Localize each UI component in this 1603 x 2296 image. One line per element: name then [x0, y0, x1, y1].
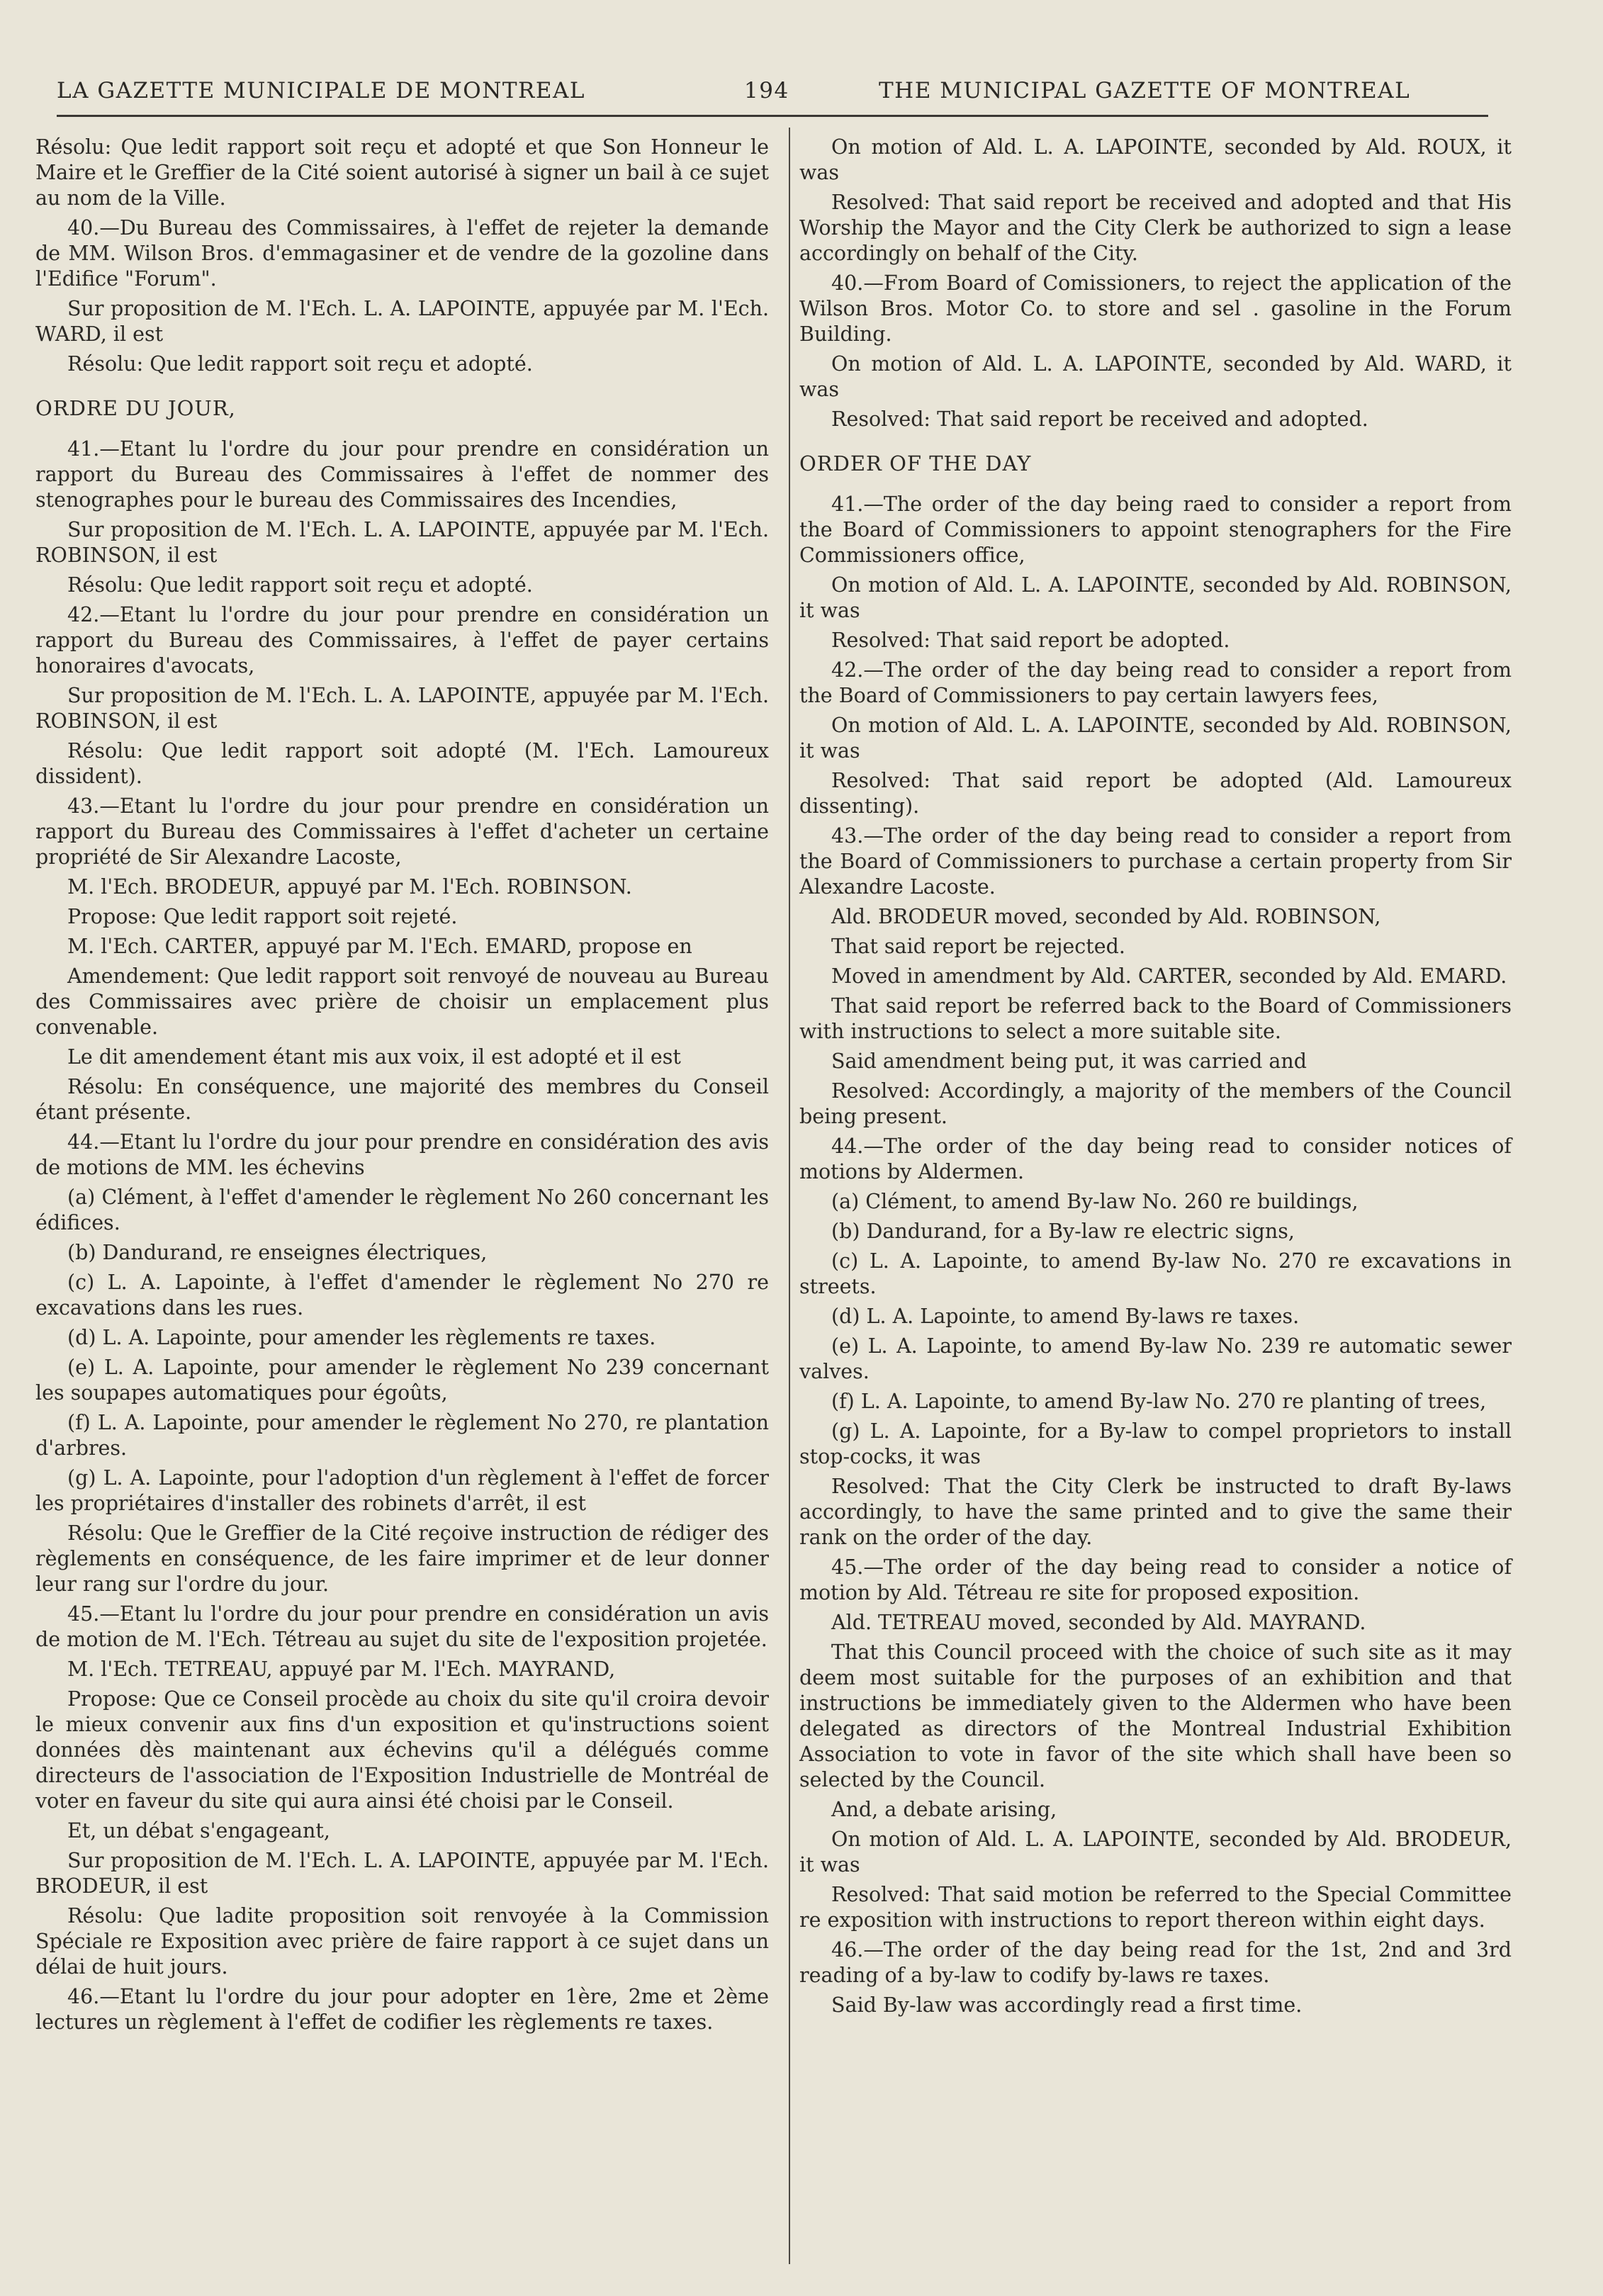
- paragraph: That this Council proceed with the choice of such site as it may deem most suitable for the purposes of an exhibition and that instructions be immediately given to the Aldermen who have been delegated as directors of the Montreal Industrial Exhibition Association to vote in favor of the site which shall have been so selected by the Council.: [799, 1641, 1512, 1791]
- paragraph: That said report be rejected.: [831, 935, 1125, 958]
- paragraph: 41.—Etant lu l'ordre du jour pour prendre en considération un rapport du Bureau des Commissaires à l'effet de nommer des stenographes pour le bureau des Commissaires des Incendies,: [35, 437, 769, 512]
- paragraph: (g) L. A. Lapointe, for a By-law to compel proprietors to install stop-cocks, it was: [799, 1419, 1512, 1468]
- paragraph: Le dit amendement étant mis aux voix, il est adopté et il est: [67, 1045, 681, 1069]
- paragraph: Resolved: That said report be received and adopted and that His Worship the Mayor and the City Clerk be authorized to sign a lease accordingly on behalf of the City.: [799, 191, 1512, 265]
- paragraph: 44.—Etant lu l'ordre du jour pour prendre en considération des avis de motions de MM. les échevins: [35, 1130, 769, 1179]
- paragraph: Sur proposition de M. l'Ech. L. A. LAPOINTE, appuyée par M. l'Ech. WARD, il est: [35, 297, 769, 346]
- paragraph: On motion of Ald. L. A. LAPOINTE, seconded by Ald. ROUX, it was: [799, 135, 1512, 184]
- english-column: [799, 135, 1512, 2261]
- paragraph: On motion of Ald. L. A. LAPOINTE, seconded by Ald. WARD, it was: [799, 352, 1512, 401]
- paragraph: (c) L. A. Lapointe, à l'effet d'amender le règlement No 270 re excavations dans les rues.: [35, 1271, 769, 1319]
- paragraph: Said amendment being put, it was carried and: [831, 1049, 1307, 1073]
- paragraph: Résolu: Que ledit rapport soit reçu et adopté et que Son Honneur le Maire et le Greffier de la Cité soient autorisé à signer un bail à ce sujet au nom de la Ville.: [35, 135, 769, 210]
- paragraph: 43.—Etant lu l'ordre du jour pour prendre en considération un rapport du Bureau des Commissaires à l'effet d'acheter un certaine propriété de Sir Alexandre Lacoste,: [35, 794, 769, 869]
- paragraph: (c) L. A. Lapointe, to amend By-law No. 270 re excavations in streets.: [799, 1249, 1512, 1298]
- paragraph: Propose: Que ledit rapport soit rejeté.: [67, 905, 458, 928]
- header-french-title: LA GAZETTE MUNICIPALE DE MONTREAL: [57, 78, 585, 103]
- paragraph: 44.—The order of the day being read to consider notices of motions by Aldermen.: [799, 1135, 1512, 1183]
- paragraph: 43.—The order of the day being read to consider a report from the Board of Commissioners to purchase a certain property from Sir Alexandre Lacoste.: [799, 824, 1512, 899]
- paragraph: Resolved: That said motion be referred to the Special Committee re exposition with instructions to report thereon within eight days.: [799, 1883, 1512, 1932]
- paragraph: On motion of Ald. L. A. LAPOINTE, seconded by Ald. ROBINSON, it was: [799, 714, 1512, 762]
- paragraph: 42.—The order of the day being read to consider a report from the Board of Commissioners to pay certain lawyers fees,: [799, 658, 1512, 707]
- paragraph: Résolu: Que ledit rapport soit reçu et adopté.: [67, 573, 533, 597]
- paragraph: (b) Dandurand, for a By-law re electric signs,: [831, 1220, 1295, 1243]
- paragraph: Amendement: Que ledit rapport soit renvoyé de nouveau au Bureau des Commissaires avec prière de choisir un emplacement plus convenable.: [35, 964, 769, 1039]
- paragraph: Ald. TETREAU moved, seconded by Ald. MAYRAND.: [831, 1611, 1366, 1634]
- paragraph: Resolved: That the City Clerk be instructed to draft By-laws accordingly, to have the same printed and to give the same their rank on the order of the day.: [799, 1475, 1512, 1549]
- paragraph: Résolu: En conséquence, une majorité des membres du Conseil étant présente.: [35, 1075, 769, 1124]
- page-header: [57, 78, 1474, 113]
- paragraph: Resolved: Accordingly, a majority of the members of the Council being present.: [799, 1079, 1512, 1128]
- header-english-title: THE MUNICIPAL GAZETTE OF MONTREAL: [879, 78, 1411, 103]
- paragraph: That said report be referred back to the Board of Commissioners with instructions to select a more suitable site.: [799, 994, 1512, 1043]
- paragraph: M. l'Ech. CARTER, appuyé par M. l'Ech. EMARD, propose en: [67, 935, 692, 958]
- paragraph: Résolu: Que le Greffier de la Cité reçoive instruction de rédiger des règlements en conséquence, de les faire imprimer et de leur donner leur rang sur l'ordre du jour.: [35, 1521, 769, 1596]
- paragraph: And, a debate arising,: [831, 1798, 1057, 1821]
- paragraph: Propose: Que ce Conseil procède au choix du site qu'il croira devoir le mieux convenir aux fins d'un exposition et qu'instructions soient données dès maintenant aux échevins qu'il a délégués comme directeurs de l'association de l'Exposition Industrielle de Montréal de voter en faveur du site qui aura ainsi été choisi par le Conseil.: [35, 1687, 769, 1813]
- paragraph: Et, un débat s'engageant,: [67, 1819, 330, 1842]
- paragraph: (d) L. A. Lapointe, to amend By-laws re taxes.: [831, 1305, 1300, 1328]
- paragraph: (e) L. A. Lapointe, to amend By-law No. 239 re automatic sewer valves.: [799, 1334, 1512, 1383]
- paragraph: 42.—Etant lu l'ordre du jour pour prendre en considération un rapport du Bureau des Commissaires, à l'effet de payer certains honoraires d'avocats,: [35, 603, 769, 677]
- page-number: 194: [744, 78, 789, 103]
- paragraph: Résolu: Que ladite proposition soit renvoyée à la Commission Spéciale re Exposition avec prière de faire rapport à ce sujet dans un délai de huit jours.: [35, 1904, 769, 1979]
- paragraph: On motion of Ald. L. A. LAPOINTE, seconded by Ald. ROBINSON, it was: [799, 573, 1512, 622]
- paragraph: 46.—Etant lu l'ordre du jour pour adopter en 1ère, 2me et 2ème lectures un règlement à l'effet de codifier les règlements re taxes.: [35, 1985, 769, 2034]
- paragraph: Resolved: That said report be adopted.: [831, 629, 1230, 652]
- paragraph: 40.—Du Bureau des Commissaires, à l'effet de rejeter la demande de MM. Wilson Bros. d'emmagasiner et de vendre de la gozoline dans l'Edifice "Forum".: [35, 216, 769, 291]
- french-column: [35, 135, 769, 2261]
- header-rule: [57, 115, 1488, 117]
- paragraph: Résolu: Que ledit rapport soit adopté (M. l'Ech. Lamoureux dissident).: [35, 739, 769, 788]
- paragraph: Sur proposition de M. l'Ech. L. A. LAPOINTE, appuyée par M. l'Ech. ROBINSON, il est: [35, 684, 769, 733]
- paragraph: Resolved: That said report be adopted (Ald. Lamoureux dissenting).: [799, 769, 1512, 818]
- paragraph: Résolu: Que ledit rapport soit reçu et adopté.: [67, 352, 533, 376]
- paragraph: 45.—The order of the day being read to consider a notice of motion by Ald. Tétreau re site for proposed exposition.: [799, 1555, 1512, 1604]
- paragraph: (a) Clément, to amend By-law No. 260 re buildings,: [831, 1190, 1359, 1213]
- paragraph: Moved in amendment by Ald. CARTER, seconded by Ald. EMARD.: [831, 964, 1507, 988]
- paragraph: (f) L. A. Lapointe, pour amender le règlement No 270, re plantation d'arbres.: [35, 1411, 769, 1460]
- paragraph: Resolved: That said report be received and adopted.: [831, 407, 1368, 431]
- paragraph: Ald. BRODEUR moved, seconded by Ald. ROBINSON,: [831, 905, 1381, 928]
- paragraph: (b) Dandurand, re enseignes électriques,: [67, 1241, 488, 1264]
- section-heading: ORDER OF THE DAY: [799, 451, 1032, 475]
- paragraph: (e) L. A. Lapointe, pour amender le règlement No 239 concernant les soupapes automatiques pour égoûts,: [35, 1356, 769, 1405]
- paragraph: Sur proposition de M. l'Ech. L. A. LAPOINTE, appuyée par M. l'Ech. BRODEUR, il est: [35, 1849, 769, 1898]
- section-heading: ORDRE DU JOUR,: [35, 396, 236, 420]
- paragraph: Sur proposition de M. l'Ech. L. A. LAPOINTE, appuyée par M. l'Ech. ROBINSON, il est: [35, 518, 769, 567]
- paragraph: 41.—The order of the day being raed to consider a report from the Board of Commissioners to appoint stenographers for the Fire Commissioners office,: [799, 493, 1512, 567]
- paragraph: (a) Clément, à l'effet d'amender le règlement No 260 concernant les édifices.: [35, 1186, 769, 1234]
- paragraph: 46.—The order of the day being read for the 1st, 2nd and 3rd reading of a by-law to codify by-laws re taxes.: [799, 1938, 1512, 1987]
- paragraph: Said By-law was accordingly read a first time.: [831, 1993, 1303, 2017]
- column-divider: [789, 128, 790, 2264]
- paragraph: 45.—Etant lu l'ordre du jour pour prendre en considération un avis de motion de M. l'Ech. Tétreau au sujet du site de l'exposition projetée.: [35, 1602, 769, 1651]
- paragraph: (g) L. A. Lapointe, pour l'adoption d'un règlement à l'effet de forcer les propriétaires d'installer des robinets d'arrêt, il est: [35, 1466, 769, 1515]
- paragraph: 40.—From Board of Comissioners, to reject the application of the Wilson Bros. Motor Co. to store and sel . gasoline in the Forum Building.: [799, 271, 1512, 346]
- paragraph: M. l'Ech. TETREAU, appuyé par M. l'Ech. MAYRAND,: [67, 1658, 616, 1681]
- paragraph: (d) L. A. Lapointe, pour amender les règlements re taxes.: [67, 1326, 656, 1349]
- paragraph: M. l'Ech. BRODEUR, appuyé par M. l'Ech. ROBINSON.: [67, 875, 632, 899]
- paragraph: On motion of Ald. L. A. LAPOINTE, seconded by Ald. BRODEUR, it was: [799, 1828, 1512, 1876]
- paragraph: (f) L. A. Lapointe, to amend By-law No. 270 re planting of trees,: [831, 1390, 1487, 1413]
